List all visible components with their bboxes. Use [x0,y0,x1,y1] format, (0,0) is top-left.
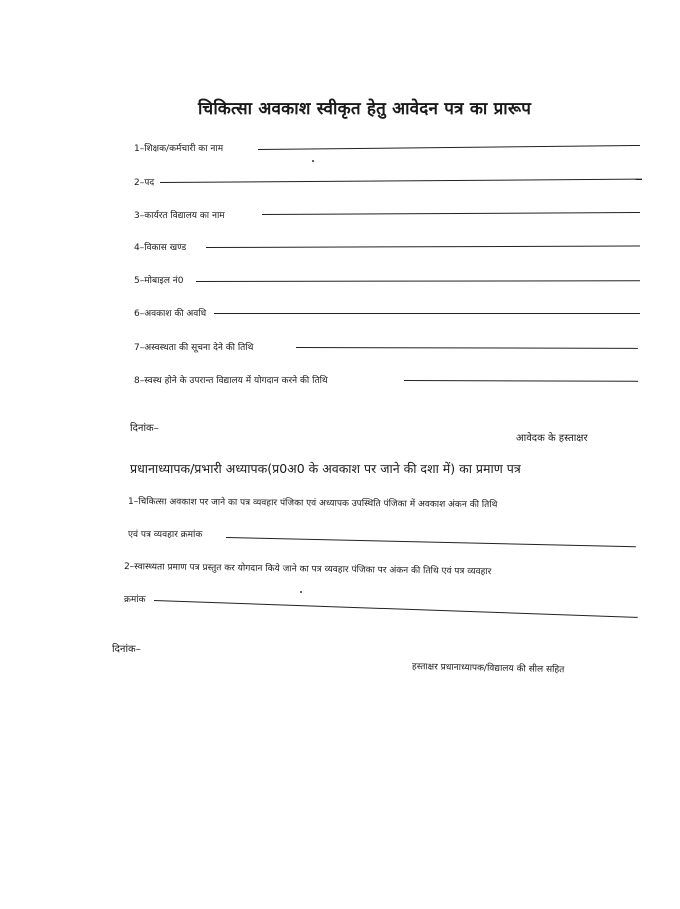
certificate-heading: प्रधानाध्यापक/प्रभारी अध्यापक(प्र0अ0 के अवकाश पर जाने की दशा में) का प्रमाण पत्र [130,461,521,476]
form-title: चिकित्सा अवकाश स्वीकृत हेतु आवेदन पत्र का प्रारूप [198,99,532,119]
field-line-school-name[interactable] [262,212,640,215]
field-line-mobile[interactable] [196,280,640,282]
field-label-joining-date: 8–स्वस्थ होने के उपरान्त विद्यालय में योगदान करने की तिथि [134,376,328,386]
field-label-leave-period: 6–अवकाश की अवधि [134,309,207,319]
certificate-item2-line[interactable] [154,600,638,618]
form-date-label: दिनांक– [130,423,159,434]
applicant-signature-label: आवेदक के हस्ताक्षर [516,433,588,444]
scan-speck [300,591,302,593]
field-label-block: 4–विकास खण्ड [134,243,187,253]
certificate-item1-line1: 1–चिकित्सा अवकाश पर जाने का पत्र व्यवहार पंजिका एवं अध्यापक उपस्थिति पंजिका में अवकाश अंकन की तिथि [127,497,498,511]
field-line-block[interactable] [206,245,640,248]
hm-signature-label: हस्ताक्षर प्रधानाध्यापक/विद्यालय की सील सहित [411,662,565,676]
field-label-teacher-name: 1–शिक्षक/कर्मचारी का नाम [134,144,224,154]
field-line-illness-intimation-date[interactable] [296,347,638,349]
field-line-post[interactable] [160,179,642,183]
field-label-school-name: 3–कार्यरत विद्यालय का नाम [134,211,225,221]
field-line-joining-date[interactable] [404,380,638,382]
scan-speck [312,160,314,162]
field-label-illness-intimation-date: 7–अस्वस्थता की सूचना देने की तिथि [134,343,254,353]
certificate-date-label: दिनांक– [112,644,141,655]
field-line-teacher-name[interactable] [258,145,640,150]
certificate-item1-line[interactable] [226,537,636,547]
certificate-item2-line2: क्रमांक [124,595,146,605]
certificate-item1-line2: एवं पत्र व्यवहार क्रमांक [128,530,203,540]
field-label-mobile: 5–मोबाइल नं0 [134,276,184,286]
field-line-leave-period[interactable] [214,313,640,314]
certificate-item2-line1: 2–स्वास्थ्यता प्रमाण पत्र प्रस्तुत कर योगदान किये जाने का पत्र व्यवहार पंजिका पर अंकन की तिथि एवं पत्र व्यवहार [123,562,492,578]
field-label-post: 2–पद [134,178,155,188]
